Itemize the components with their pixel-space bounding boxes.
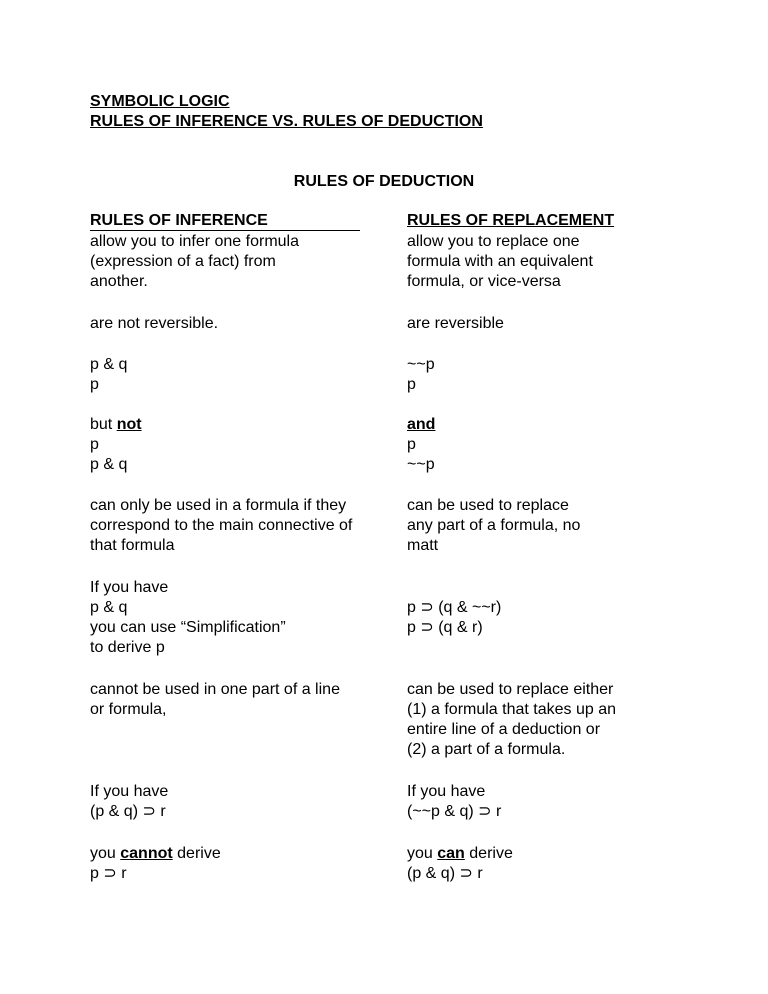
right-line-usage — [407, 680, 677, 760]
formula-line: p ⊃ (q & ~~r) — [407, 599, 502, 616]
usage-line: correspond to the main connective of — [90, 517, 353, 534]
right-conclusion — [407, 844, 677, 884]
left-desc-line: (expression of a fact) from — [90, 253, 276, 270]
left-desc-line: allow you to infer one formula — [90, 233, 299, 250]
usage-line: matt — [407, 537, 439, 554]
you-text: you — [407, 845, 438, 862]
formula-line: (~~p & q) ⊃ r — [407, 803, 502, 820]
formula-line: p — [407, 436, 416, 453]
usage-line: can be used to replace — [407, 497, 569, 514]
right-example-2 — [407, 415, 677, 475]
left-conclusion — [90, 844, 390, 884]
right-desc-line: formula with an equivalent — [407, 253, 593, 270]
example-line: you can use “Simplification” — [90, 619, 286, 636]
but-text: but — [90, 416, 117, 433]
right-description — [407, 232, 677, 292]
left-example-3 — [90, 578, 390, 658]
left-example-2 — [90, 415, 390, 475]
formula-line: p — [90, 436, 99, 453]
doc-title-line2: RULES OF INFERENCE VS. RULES OF DEDUCTION — [90, 113, 483, 130]
formula-line: (p & q) ⊃ r — [407, 865, 483, 882]
example-line: If you have — [90, 579, 169, 596]
derive-text: derive — [172, 845, 221, 862]
usage-line: any part of a formula, no — [407, 517, 581, 534]
usage-line: that formula — [90, 537, 175, 554]
right-example-3 — [407, 598, 677, 638]
center-heading: RULES OF DEDUCTION — [293, 173, 475, 190]
right-heading: RULES OF REPLACEMENT — [407, 212, 615, 229]
and-emphasis: and — [407, 416, 436, 433]
left-line-usage — [90, 680, 390, 720]
can-emphasis: can — [437, 845, 465, 862]
formula-line: p & q — [90, 456, 128, 473]
formula-line: p ⊃ (q & r) — [407, 619, 483, 636]
derive-line — [407, 844, 677, 864]
left-description — [90, 232, 390, 292]
line-usage-line: cannot be used in one part of a line — [90, 681, 340, 698]
you-text: you — [90, 845, 121, 862]
example-line: to derive p — [90, 639, 165, 656]
formula-line: ~~p — [407, 356, 435, 373]
formula-line: p & q — [90, 356, 128, 373]
but-not-line — [90, 415, 390, 435]
left-heading — [90, 211, 390, 231]
left-heading-text: RULES OF INFERENCE — [90, 212, 360, 231]
left-example-1 — [90, 355, 390, 395]
right-example-4 — [407, 782, 677, 822]
line-usage-line: or formula, — [90, 701, 167, 718]
line-usage-line: entire line of a deduction or — [407, 721, 601, 738]
left-desc-line: another. — [90, 273, 148, 290]
right-usage — [407, 496, 677, 556]
example-line: If you have — [90, 783, 169, 800]
line-usage-line: can be used to replace either — [407, 681, 614, 698]
usage-line: can only be used in a formula if they — [90, 497, 347, 514]
right-example-1 — [407, 355, 677, 395]
derive-text: derive — [464, 845, 513, 862]
example-line: If you have — [407, 783, 486, 800]
left-example-4 — [90, 782, 390, 822]
formula-line: (p & q) ⊃ r — [90, 803, 166, 820]
line-usage-line: (2) a part of a formula. — [407, 741, 566, 758]
derive-line — [90, 844, 390, 864]
line-usage-line: (1) a formula that takes up an — [407, 701, 616, 718]
formula-line: p ⊃ r — [90, 865, 127, 882]
formula-line: p — [407, 376, 416, 393]
example-line: p & q — [90, 599, 128, 616]
right-desc-line: allow you to replace one — [407, 233, 580, 250]
right-reversible: are reversible — [407, 315, 504, 332]
left-usage — [90, 496, 390, 556]
formula-line: ~~p — [407, 456, 435, 473]
doc-title-line1: SYMBOLIC LOGIC — [90, 93, 230, 110]
not-emphasis: not — [116, 416, 142, 433]
cannot-emphasis: cannot — [120, 845, 173, 862]
formula-line: p — [90, 376, 99, 393]
left-reversible: are not reversible. — [90, 315, 219, 332]
right-desc-line: formula, or vice-versa — [407, 273, 561, 290]
